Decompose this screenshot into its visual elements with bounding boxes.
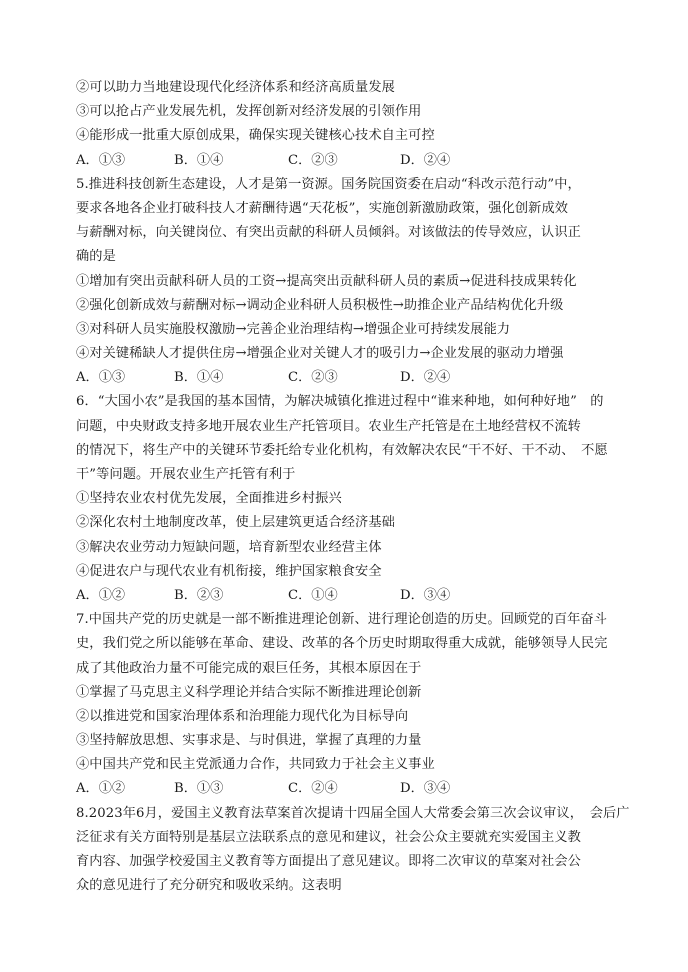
statement-4: ④中国共产党和民主党派通力合作，共同致力于社会主义事业	[76, 757, 435, 773]
question-8-stem-line: 育内容、加强学校爱国主义教育等方面提出了意见建议。即将二次审议的草案对社会公	[76, 854, 581, 869]
question-4-continuation	[76, 76, 616, 173]
option-a: A．①③	[76, 370, 126, 386]
statement-3: ③可以抢占产业发展先机，发挥创新对经济发展的引领作用	[76, 104, 422, 120]
option-a: A．①②	[76, 781, 126, 797]
answer-options	[76, 366, 616, 390]
question-8	[76, 802, 630, 899]
option-d: D．③④	[400, 587, 451, 603]
option-b: B．①④	[174, 152, 224, 168]
statement-4: ④对关键稀缺人才提供住房→增强企业对关键人才的吸引力→企业发展的驱动力增强	[76, 346, 564, 362]
option-a: A．①②	[76, 587, 126, 603]
question-5-stem-line: 要求各地各企业打破科技人才薪酬待遇“天花板”，实施创新激励政策，强化创新成效	[76, 200, 569, 216]
question-6-stem-line: 6．“大国小农”是我国的基本国情，为解决城镇化推进过程中“谁来种地，如何种好地” 的	[76, 394, 604, 410]
statement-1: ①坚持农业农村优先发展，全面推进乡村振兴	[76, 491, 342, 507]
option-c: C．②③	[288, 370, 338, 386]
exam-page	[76, 76, 630, 898]
option-d: D．③④	[400, 781, 451, 797]
statement-3: ③坚持解放思想、实事求是、与时俱进，掌握了真理的力量	[76, 733, 422, 749]
question-6-stem-line: 的情况下，将生产中的关键环节委托给专业化机构，有效解决农民“干不好、干不动、 不愿	[76, 442, 608, 458]
option-c: C．①④	[288, 587, 338, 603]
question-6-stem-line: 问题，中央财政支持多地开展农业生产托管项目。农业生产托管是在土地经营权不流转	[76, 418, 581, 434]
question-7-stem-line: 成了其他政治力量不可能完成的艰巨任务，其根本原因在于	[76, 660, 422, 676]
answer-options	[76, 584, 616, 608]
statement-2: ②以推进党和国家治理体系和治理能力现代化为目标导向	[76, 708, 409, 724]
statement-3: ③解决农业劳动力短缺问题，培育新型农业经营主体	[76, 539, 382, 555]
option-d: D．②④	[400, 152, 451, 168]
option-b: B．②③	[174, 587, 224, 603]
question-7	[76, 608, 616, 802]
statement-4: ④能形成一批重大原创成果，确保实现关键核心技术自主可控	[76, 128, 435, 144]
option-b: B．①③	[174, 781, 224, 797]
statement-2: ②深化农村土地制度改革，使上层建筑更适合经济基础	[76, 515, 395, 531]
question-8-stem-line: 泛征求有关方面特别是基层立法联系点的意见和建议，社会公众主要就充实爱国主义教	[76, 829, 581, 845]
answer-options	[76, 777, 616, 801]
statement-2: ②可以助力当地建设现代化经济体系和经济高质量发展	[76, 80, 395, 95]
option-d: D．②④	[400, 370, 451, 386]
question-5	[76, 173, 616, 391]
answer-options	[76, 149, 616, 173]
option-a: A．①③	[76, 152, 126, 168]
question-7-stem-line: 7.中国共产党的历史就是一部不断推进理论创新、进行理论创造的历史。回顾党的百年奋斗	[76, 612, 607, 628]
question-5-stem-line: 与薪酬对标，向关键岗位、有突出贡献的科研人员倾斜。对该做法的传导效应，认识正	[76, 225, 581, 241]
statement-2: ②强化创新成效与薪酬对标→调动企业科研人员积极性→助推企业产品结构优化升级	[76, 297, 564, 313]
question-6-stem-line: 干”等问题。开展农业生产托管有利于	[76, 467, 296, 482]
question-5-stem-line: 确的是	[76, 249, 116, 265]
question-8-stem-line: 众的意见进行了充分研究和吸收采纳。这表明	[76, 878, 342, 894]
statement-1: ①增加有突出贡献科研人员的工资→提高突出贡献科研人员的素质→促进科技成果转化	[76, 273, 577, 289]
option-c: C．②③	[288, 152, 338, 168]
statement-4: ④促进农户与现代农业有机衔接，维护国家粮食安全	[76, 563, 382, 579]
question-5-stem-line: 5.推进科技创新生态建设，人才是第一资源。国务院国资委在启动“科改示范行动”中，	[76, 176, 581, 192]
option-c: C．②④	[288, 781, 338, 797]
question-7-stem-line: 史，我们党之所以能够在革命、建设、改革的各个历史时期取得重大成就，能够领导人民完	[76, 636, 608, 652]
question-6	[76, 390, 616, 608]
statement-1: ①掌握了马克思主义科学理论并结合实际不断推进理论创新	[76, 684, 422, 700]
question-8-stem-line: 8.2023年6月，爱国主义教育法草案首次提请十四届全国人大常委会第三次会议审议， 会后广	[76, 805, 630, 821]
statement-3: ③对科研人员实施股权激励→完善企业治理结构→增强企业可持续发展能力	[76, 321, 511, 337]
option-b: B．①④	[174, 370, 224, 386]
